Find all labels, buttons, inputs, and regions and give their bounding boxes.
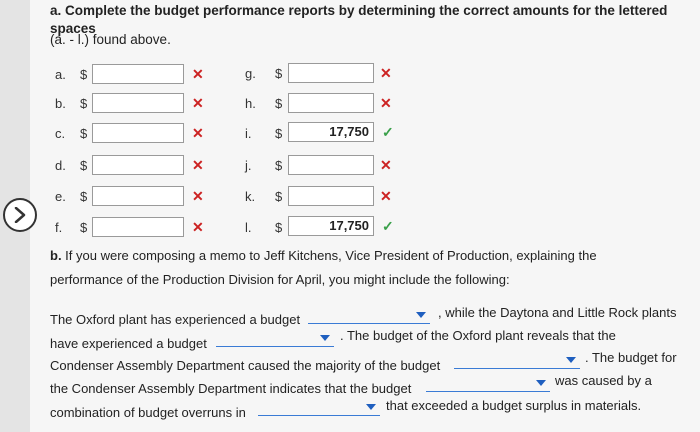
chevron-right-icon	[13, 207, 27, 223]
currency-symbol: $	[275, 126, 283, 141]
part-b-heading	[50, 247, 597, 265]
incorrect-icon: ✕	[192, 219, 204, 235]
memo-text: , while the Daytona and Little Rock plants	[438, 305, 677, 320]
part-b-title: If you were composing a memo to Jeff Kitchens, Vice President of Production, explaining the	[61, 248, 597, 263]
incorrect-icon: ✕	[380, 157, 392, 173]
caret-down-icon	[366, 404, 376, 410]
input-a[interactable]	[92, 64, 184, 84]
expand-nav-button[interactable]	[3, 198, 37, 232]
memo-text: . The budget for	[585, 350, 677, 365]
caret-down-icon	[320, 335, 330, 341]
currency-symbol: $	[275, 220, 283, 235]
incorrect-icon: ✕	[380, 65, 392, 81]
currency-symbol: $	[80, 189, 88, 204]
memo-text: that exceeded a budget surplus in materials.	[386, 398, 642, 413]
memo-text: . The budget of the Oxford plant reveals that the	[340, 328, 616, 343]
input-f[interactable]	[92, 217, 184, 237]
input-e[interactable]	[92, 186, 184, 206]
currency-symbol: $	[80, 96, 88, 111]
input-j[interactable]	[288, 155, 374, 175]
currency-symbol: $	[275, 96, 283, 111]
field-label-c: c.	[55, 126, 66, 141]
field-label-h: h.	[245, 96, 256, 111]
caret-down-icon	[566, 357, 576, 363]
incorrect-icon: ✕	[192, 66, 204, 82]
budget-dropdown-5[interactable]	[258, 401, 380, 416]
input-b[interactable]	[92, 93, 184, 113]
memo-text: have experienced a budget	[50, 336, 207, 351]
field-label-a: a.	[55, 67, 66, 82]
field-label-b: b.	[55, 96, 66, 111]
correct-check-icon: ✓	[382, 218, 394, 234]
budget-dropdown-2[interactable]	[216, 332, 334, 347]
input-c[interactable]	[92, 123, 184, 143]
incorrect-icon: ✕	[192, 188, 204, 204]
budget-dropdown-4[interactable]	[426, 377, 550, 392]
currency-symbol: $	[275, 66, 283, 81]
field-label-i: i.	[245, 126, 252, 141]
caret-down-icon	[536, 380, 546, 386]
currency-symbol: $	[80, 158, 88, 173]
part-b-heading-line2: performance of the Production Division for April, you might include the following:	[50, 272, 510, 287]
memo-text: was caused by a	[555, 373, 652, 388]
currency-symbol: $	[80, 67, 88, 82]
currency-symbol: $	[80, 126, 88, 141]
incorrect-icon: ✕	[380, 188, 392, 204]
part-a-title: a. Complete the budget performance reports by determining the correct amounts for the lettered spaces	[50, 3, 668, 36]
field-label-e: e.	[55, 189, 66, 204]
budget-dropdown-3[interactable]	[454, 354, 580, 369]
currency-symbol: $	[80, 220, 88, 235]
field-label-k: k.	[245, 189, 256, 204]
incorrect-icon: ✕	[192, 95, 204, 111]
field-label-l: l.	[245, 220, 252, 235]
memo-text: combination of budget overruns in	[50, 405, 246, 420]
input-l[interactable]: 17,750	[288, 216, 374, 236]
incorrect-icon: ✕	[192, 157, 204, 173]
incorrect-icon: ✕	[380, 95, 392, 111]
caret-down-icon	[416, 312, 426, 318]
incorrect-icon: ✕	[192, 125, 204, 141]
input-g[interactable]	[288, 63, 374, 83]
memo-text: The Oxford plant has experienced a budget	[50, 312, 301, 327]
input-d[interactable]	[92, 155, 184, 175]
memo-text: the Condenser Assembly Department indicates that the budget	[50, 381, 412, 396]
input-i[interactable]: 17,750	[288, 122, 374, 142]
field-label-g: g.	[245, 66, 256, 81]
field-label-d: d.	[55, 158, 66, 173]
part-b-letter: b.	[50, 248, 62, 263]
input-h[interactable]	[288, 93, 374, 113]
correct-check-icon: ✓	[382, 124, 394, 140]
currency-symbol: $	[275, 189, 283, 204]
input-k[interactable]	[288, 186, 374, 206]
field-label-j: j.	[245, 158, 252, 173]
field-label-f: f.	[55, 220, 63, 235]
memo-text: Condenser Assembly Department caused the majority of the budget	[50, 358, 441, 373]
budget-dropdown-1[interactable]	[308, 309, 430, 324]
part-a-heading-line2: (a. - l.) found above.	[50, 32, 171, 47]
currency-symbol: $	[275, 158, 283, 173]
